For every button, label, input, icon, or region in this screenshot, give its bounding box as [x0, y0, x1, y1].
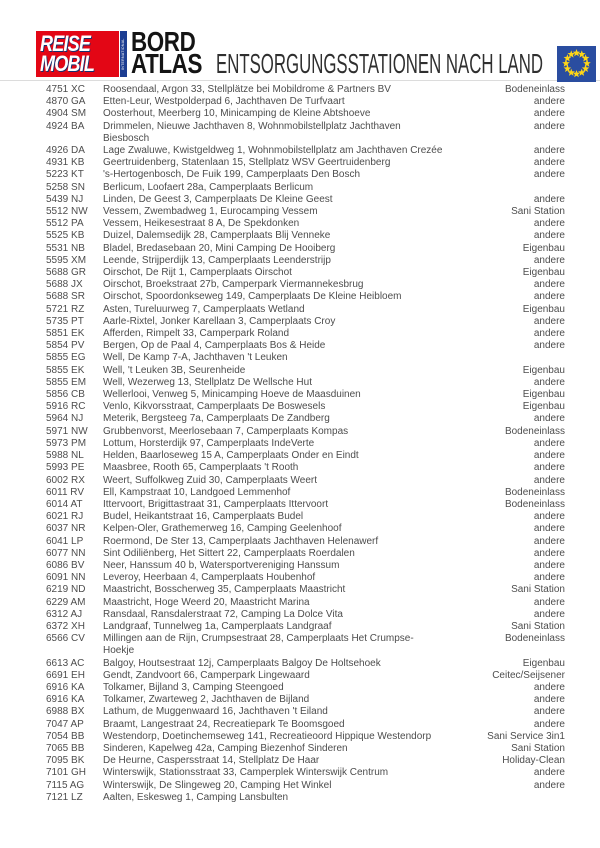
station-postal-code: 5223 KT: [46, 169, 84, 181]
station-address: Asten, Tureluurweg 7, Camperplaats Wetland: [103, 303, 305, 315]
table-row: [46, 670, 565, 682]
header-divider: [0, 80, 600, 81]
table-row: [46, 96, 565, 108]
station-postal-code: 5993 PE: [46, 462, 85, 474]
station-disposal-type: andere: [533, 169, 565, 181]
station-postal-code: 5855 EK: [46, 364, 85, 376]
table-row: [46, 511, 565, 523]
station-disposal-type: andere: [533, 230, 565, 242]
station-postal-code: 5855 EM: [46, 376, 87, 388]
station-address: Gendt, Zandvoort 66, Camperpark Lingewaard: [103, 669, 310, 681]
table-row: [46, 597, 565, 609]
table-row: [46, 84, 565, 96]
station-postal-code: 6372 XH: [46, 620, 85, 632]
station-postal-code: 4904 SM: [46, 108, 87, 120]
station-postal-code: 6002 RX: [46, 474, 85, 486]
station-postal-code: 5595 XM: [46, 254, 87, 266]
table-row: [46, 536, 565, 548]
bordatlas-logo: [131, 26, 202, 79]
station-postal-code: 5721 RZ: [46, 303, 85, 315]
station-disposal-type: andere: [533, 108, 565, 120]
station-postal-code: 7095 BK: [46, 755, 85, 767]
station-postal-code: 4926 DA: [46, 145, 85, 157]
station-postal-code: 5258 SN: [46, 181, 85, 193]
station-disposal-type: Bodeneinlass: [504, 486, 565, 498]
station-address: Duizel, Dalemsedijk 28, Camperplaats Blij Venneke: [103, 230, 331, 242]
table-row: [46, 609, 565, 621]
station-address: Kelpen-Oler, Grathemerweg 16, Camping Geelenhoof: [103, 523, 342, 535]
station-postal-code: 6086 BV: [46, 559, 85, 571]
table-row: [46, 548, 565, 560]
station-postal-code: 4924 BA: [46, 120, 85, 132]
station-disposal-type: Ceitec/Seijsener: [492, 669, 565, 681]
station-postal-code: 5439 NJ: [46, 193, 84, 205]
station-address: De Heurne, Caspersstraat 14, Stellplatz De Haar: [103, 755, 320, 767]
station-postal-code: 6037 NR: [46, 523, 86, 535]
station-disposal-type: andere: [533, 608, 565, 620]
table-row: [46, 108, 565, 120]
station-address: Meterik, Bergsteeg 7a, Camperplaats De Zandberg: [103, 413, 330, 425]
station-disposal-type: Sani Service 3in1: [487, 730, 565, 742]
station-address: Bergen, Op de Paal 4, Camperplaats Bos & Heide: [103, 340, 326, 352]
station-disposal-type: andere: [533, 706, 565, 718]
station-address: Leende, Strijperdijk 13, Camperplaats Leenderstrijp: [103, 254, 331, 266]
table-row: [46, 450, 565, 462]
station-address: Wellerlooi, Venweg 5, Minicamping Hoeve de Maasduinen: [103, 389, 361, 401]
station-disposal-type: Holiday-Clean: [502, 755, 565, 767]
station-address: Venlo, Kikvorsstraat, Camperplaats De Boswesels: [103, 401, 326, 413]
station-disposal-type: Eigenbau: [522, 657, 565, 669]
station-postal-code: 5916 RC: [46, 401, 86, 413]
table-row: [46, 255, 565, 267]
table-row: [46, 316, 565, 328]
table-row: [46, 755, 565, 767]
table-row: [46, 499, 565, 511]
table-row: [46, 743, 565, 755]
station-disposal-type: andere: [533, 413, 565, 425]
station-address: Etten-Leur, Westpolderpad 6, Jachthaven De Turfvaart: [103, 96, 345, 108]
station-postal-code: 5851 EK: [46, 328, 85, 340]
station-address: Lottum, Horsterdijk 97, Camperplaats IndeVerte: [103, 437, 315, 449]
station-disposal-type: andere: [533, 193, 565, 205]
station-postal-code: 6229 AM: [46, 596, 86, 608]
station-disposal-type: andere: [533, 559, 565, 571]
station-disposal-type: Sani Station: [511, 206, 565, 218]
station-address: Aalten, Eskesweg 1, Camping Lansbulten: [103, 791, 289, 803]
station-disposal-type: andere: [533, 779, 565, 791]
station-disposal-type: andere: [533, 218, 565, 230]
station-postal-code: 5964 NJ: [46, 413, 84, 425]
table-row: [46, 194, 565, 206]
station-disposal-type: Bodeneinlass: [504, 425, 565, 437]
station-disposal-type: Eigenbau: [522, 364, 565, 376]
station-address: Lage Zwaluwe, Kwistgeldweg 1, Wohnmobilstellplatz am Jachthaven Crezée: [103, 145, 443, 157]
station-disposal-type: andere: [533, 279, 565, 291]
station-disposal-type: Eigenbau: [522, 267, 565, 279]
table-row: [46, 767, 565, 779]
station-address: Bladel, Bredasebaan 20, Mini Camping De Hooiberg: [103, 242, 336, 254]
station-disposal-type: andere: [533, 767, 565, 779]
table-row: [46, 352, 565, 364]
table-row: [46, 426, 565, 438]
station-postal-code: 5688 GR: [46, 267, 87, 279]
table-row: [46, 780, 565, 792]
station-postal-code: 5512 NW: [46, 206, 88, 218]
station-disposal-type: andere: [533, 145, 565, 157]
station-disposal-type: andere: [533, 315, 565, 327]
station-postal-code: 4870 GA: [46, 96, 86, 108]
table-row: [46, 719, 565, 731]
station-postal-code: 7101 GH: [46, 767, 87, 779]
station-postal-code: 5855 EG: [46, 352, 86, 364]
station-postal-code: 7121 LZ: [46, 791, 83, 803]
station-postal-code: 5988 NL: [46, 450, 84, 462]
station-postal-code: 5856 CB: [46, 389, 85, 401]
station-postal-code: 6691 EH: [46, 669, 85, 681]
table-row: [46, 230, 565, 242]
table-row: [46, 572, 565, 584]
station-address: Budel, Heikantstraat 16, Camperplaats Budel: [103, 511, 304, 523]
station-address: Vessem, Zwembadweg 1, Eurocamping Vessem: [103, 206, 318, 218]
station-postal-code: 6219 ND: [46, 584, 86, 596]
table-row: [46, 462, 565, 474]
station-address: Ransdaal, Ransdalerstraat 72, Camping La Dolce Vita: [103, 608, 343, 620]
station-disposal-type: andere: [533, 462, 565, 474]
table-row: [46, 121, 565, 145]
station-address: Balgoy, Houtsestraat 12j, Camperplaats Balgoy De Holtsehoek: [103, 657, 381, 669]
table-row: [46, 169, 565, 181]
station-address: Millingen aan de Rijn, Crumpsestraat 28, Camperplaats Het Crumpse-Hoekje: [103, 633, 414, 657]
table-row: [46, 682, 565, 694]
table-row: [46, 304, 565, 316]
table-row: [46, 487, 565, 499]
station-postal-code: 5512 PA: [46, 218, 84, 230]
station-address: Helden, Baarloseweg 15 A, Camperplaats Onder en Eindt: [103, 450, 359, 462]
station-address: Geertruidenberg, Statenlaan 15, Stellplatz WSV Geertruidenberg: [103, 157, 391, 169]
table-row: [46, 792, 565, 804]
station-disposal-type: andere: [533, 572, 565, 584]
station-disposal-type: andere: [533, 254, 565, 266]
station-disposal-type: Bodeneinlass: [504, 633, 565, 645]
table-row: [46, 279, 565, 291]
station-address: Oirschot, Broekstraat 27b, Camperpark Viermannekesbrug: [103, 279, 364, 291]
station-disposal-type: andere: [533, 96, 565, 108]
station-postal-code: 7054 BB: [46, 730, 85, 742]
station-postal-code: 5531 NB: [46, 242, 85, 254]
station-address: Westendorp, Doetinchemseweg 141, Recreatieoord Hippique Westendorp: [103, 730, 432, 742]
table-row: [46, 340, 565, 352]
reisemobil-logo-line2: MOBIL: [40, 51, 95, 76]
station-disposal-type: andere: [533, 376, 565, 388]
table-row: [46, 145, 565, 157]
station-address: Maasbree, Rooth 65, Camperplaats 't Rooth: [103, 462, 299, 474]
station-postal-code: 4751 XC: [46, 84, 85, 95]
table-row: [46, 328, 565, 340]
station-disposal-type: andere: [533, 291, 565, 303]
table-row: [46, 621, 565, 633]
table-row: [46, 157, 565, 169]
station-postal-code: 7115 AG: [46, 779, 85, 791]
eu-flag-icon: [557, 46, 596, 82]
table-row: [46, 438, 565, 450]
table-row: [46, 243, 565, 255]
station-postal-code: 6014 AT: [46, 498, 83, 510]
station-disposal-type: andere: [533, 157, 565, 169]
station-postal-code: 6312 AJ: [46, 608, 83, 620]
station-disposal-type: Sani Station: [511, 620, 565, 632]
station-postal-code: 5854 PV: [46, 340, 85, 352]
station-disposal-type: andere: [533, 450, 565, 462]
station-address: Oirschot, De Rijt 1, Camperplaats Oirschot: [103, 267, 292, 279]
table-row: [46, 401, 565, 413]
station-disposal-type: Eigenbau: [522, 242, 565, 254]
station-address: Afferden, Rimpelt 33, Camperpark Roland: [103, 328, 290, 340]
station-address: Oosterhout, Meerberg 10, Minicamping de Kleine Abtshoeve: [103, 108, 371, 120]
station-address: Neer, Hanssum 40 b, Watersportvereniging Hanssum: [103, 559, 340, 571]
table-row: [46, 291, 565, 303]
station-disposal-type: Eigenbau: [522, 401, 565, 413]
station-disposal-type: andere: [533, 328, 565, 340]
table-row: [46, 560, 565, 572]
station-disposal-type: Eigenbau: [522, 303, 565, 315]
reisemobil-logo-text: [36, 31, 119, 77]
table-row: [46, 633, 565, 657]
table-row: [46, 706, 565, 718]
station-postal-code: 7065 BB: [46, 742, 85, 754]
station-address: Tolkamer, Bijland 3, Camping Steengoed: [103, 681, 284, 693]
station-disposal-type: Bodeneinlass: [504, 84, 565, 95]
station-address: Ell, Kampstraat 10, Landgoed Lemmenhof: [103, 486, 291, 498]
station-disposal-type: andere: [533, 547, 565, 559]
station-postal-code: 5525 KB: [46, 230, 85, 242]
bordatlas-logo-line1: BORD: [131, 26, 196, 57]
station-address: Winterswijk, Stationsstraat 33, Camperplek Winterswijk Centrum: [103, 767, 389, 779]
station-address: Maastricht, Bosscherweg 35, Camperplaats Maastricht: [103, 584, 346, 596]
station-postal-code: 6988 BX: [46, 706, 85, 718]
station-postal-code: 6077 NN: [46, 547, 86, 559]
station-postal-code: 6916 KA: [46, 681, 85, 693]
station-address: 's-Hertogenbosch, De Fuik 199, Camperplaats Den Bosch: [103, 169, 361, 181]
station-disposal-type: andere: [533, 535, 565, 547]
station-address: Well, De Kamp 7-A, Jachthaven 't Leuken: [103, 352, 288, 364]
station-postal-code: 6041 LP: [46, 535, 84, 547]
table-row: [46, 475, 565, 487]
table-row: [46, 658, 565, 670]
station-address: Winterswijk, De Slingeweg 20, Camping Het Winkel: [103, 779, 332, 791]
station-address: Sint Odiliënberg, Het Sittert 22, Camperplaats Roerdalen: [103, 547, 355, 559]
station-postal-code: 5971 NW: [46, 425, 88, 437]
table-row: [46, 584, 565, 596]
station-address: Drimmelen, Nieuwe Jachthaven 8, Wohnmobilstellplatz Jachthaven Biesbosch: [103, 120, 401, 144]
station-postal-code: 4931 KB: [46, 157, 85, 169]
bordatlas-logo-line2: ATLAS: [131, 48, 202, 79]
station-address: Tolkamer, Zwarteweg 2, Jachthaven de Bijland: [103, 694, 310, 706]
station-disposal-type: andere: [533, 340, 565, 352]
station-disposal-type: andere: [533, 511, 565, 523]
station-disposal-type: andere: [533, 694, 565, 706]
table-row: [46, 267, 565, 279]
station-postal-code: 6613 AC: [46, 657, 85, 669]
station-address: Linden, De Geest 3, Camperplaats De Kleine Geest: [103, 193, 333, 205]
table-row: [46, 694, 565, 706]
page-header: [0, 0, 600, 84]
station-disposal-type: andere: [533, 437, 565, 449]
station-disposal-type: Eigenbau: [522, 389, 565, 401]
station-postal-code: 6916 KA: [46, 694, 85, 706]
station-postal-code: 6566 CV: [46, 633, 85, 645]
station-disposal-type: Sani Station: [511, 584, 565, 596]
station-address: Ittervoort, Brigittastraat 31, Camperplaats Ittervoort: [103, 498, 329, 510]
table-row: [46, 206, 565, 218]
station-address: Well, Wezerweg 13, Stellplatz De Wellsche Hut: [103, 376, 312, 388]
station-disposal-type: andere: [533, 681, 565, 693]
table-row: [46, 523, 565, 535]
station-address: Roosendaal, Argon 33, Stellplätze bei Mobildrome & Partners BV: [103, 84, 391, 95]
station-address: Lathum, de Muggenwaard 16, Jachthaven 't Eiland: [103, 706, 328, 718]
table-row: [46, 218, 565, 230]
station-postal-code: 6021 RJ: [46, 511, 84, 523]
station-postal-code: 7047 AP: [46, 718, 84, 730]
station-address: Vessem, Heikesestraat 8 A, De Spekdonken: [103, 218, 300, 230]
station-address: Grubbenvorst, Meerlosebaan 7, Camperplaats Kompas: [103, 425, 349, 437]
station-address: Berlicum, Loofaert 28a, Camperplaats Berlicum: [103, 181, 314, 193]
station-address: Well, 't Leuken 3B, Seurenheide: [103, 364, 246, 376]
station-address: Maastricht, Hoge Weerd 20, Maastricht Marina: [103, 596, 310, 608]
station-address: Aarle-Rixtel, Jonker Karellaan 3, Camperplaats Croy: [103, 315, 336, 327]
table-row: [46, 377, 565, 389]
station-postal-code: 5735 PT: [46, 315, 84, 327]
reisemobil-logo: [36, 31, 127, 77]
station-disposal-type: Sani Station: [511, 742, 565, 754]
station-address: Weert, Suffolkweg Zuid 30, Camperplaats Weert: [103, 474, 317, 486]
station-postal-code: 5688 SR: [46, 291, 85, 303]
station-postal-code: 5688 JX: [46, 279, 83, 291]
station-list: [46, 84, 565, 804]
station-disposal-type: andere: [533, 718, 565, 730]
station-disposal-type: andere: [533, 474, 565, 486]
station-address: Sinderen, Kapelweg 42a, Camping Biezenhof Sinderen: [103, 742, 348, 754]
table-row: [46, 731, 565, 743]
station-disposal-type: andere: [533, 523, 565, 535]
station-postal-code: 6011 RV: [46, 486, 84, 498]
station-address: Braamt, Langestraat 24, Recreatiepark Te Boomsgoed: [103, 718, 345, 730]
station-postal-code: 6091 NN: [46, 572, 86, 584]
page-title: ENTSORGUNGSSTATIONEN NACH LAND: [216, 48, 544, 79]
table-row: [46, 389, 565, 401]
reisemobil-logo-line1: REISE: [40, 31, 91, 56]
station-address: Oirschot, Spoordonkseweg 149, Camperplaats De Kleine Heibloem: [103, 291, 402, 303]
reisemobil-logo-edge: INTERNATIONAL: [120, 31, 127, 77]
station-disposal-type: andere: [533, 596, 565, 608]
station-disposal-type: Bodeneinlass: [504, 498, 565, 510]
station-address: Leveroy, Heerbaan 4, Camperplaats Houbenhof: [103, 572, 316, 584]
station-postal-code: 5973 PM: [46, 437, 87, 449]
station-address: Landgraaf, Tunnelweg 1a, Camperplaats Landgraaf: [103, 620, 332, 632]
table-row: [46, 182, 565, 194]
station-disposal-type: andere: [533, 120, 565, 132]
station-address: Roermond, De Ster 13, Camperplaats Jachthaven Helenawerf: [103, 535, 379, 547]
table-row: [46, 413, 565, 425]
table-row: [46, 365, 565, 377]
